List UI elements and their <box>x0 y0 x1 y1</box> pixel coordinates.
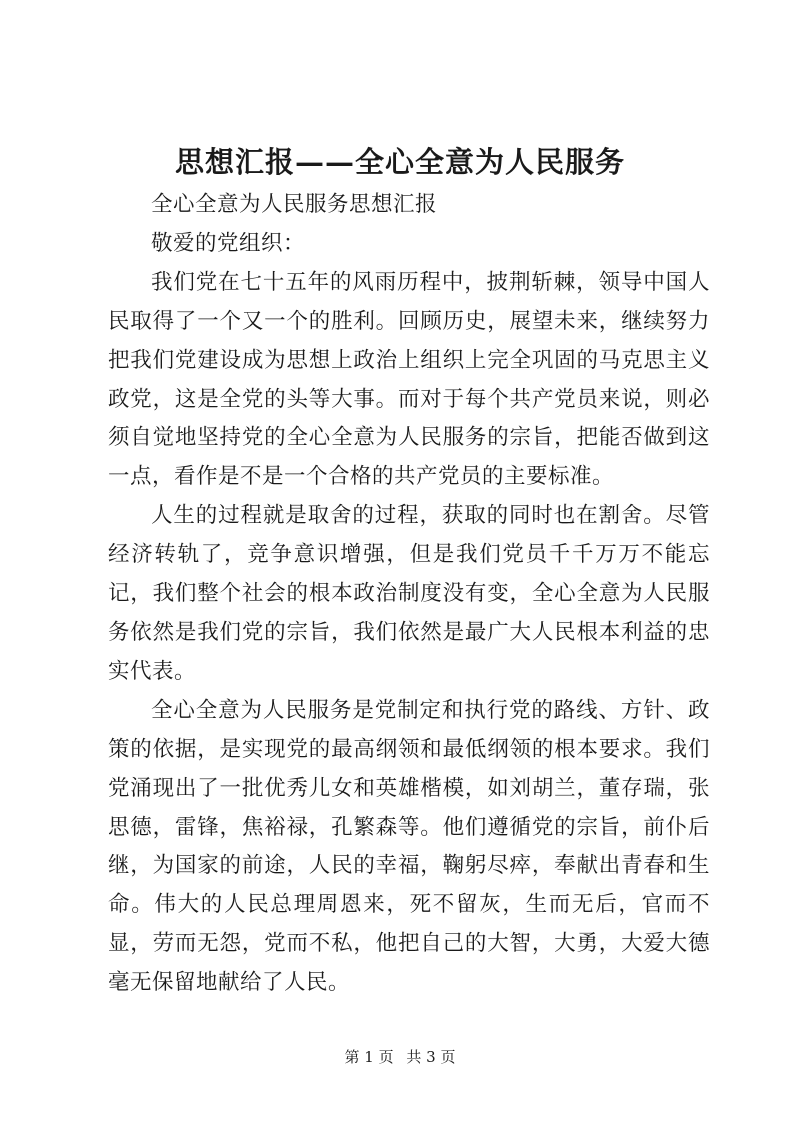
paragraph: 人生的过程就是取舍的过程，获取的同时也在割舍。尽管经济转轨了，竞争意识增强，但是我们党员千千万万不能忘记，我们整个社会的根本政治制度没有变，全心全意为人民服务依然是我们党的宗旨，我们依然是最广大人民根本利益的忠实代表。 <box>108 503 710 684</box>
paragraph: 我们党在七十五年的风雨历程中，披荆斩棘，领导中国人民取得了一个又一个的胜利。回顾历史，展望未来，继续努力把我们党建设成为思想上政治上组织上完全巩固的马克思主义政党，这是全党的头等大事。而对于每个共产党员来说，则必须自觉地坚持党的全心全意为人民服务的宗旨，把能否做到这一点，看作是不是一个合格的共产党员的主要标准。 <box>108 269 710 490</box>
document-title: 思想汇报——全心全意为人民服务 <box>174 145 625 179</box>
document-body <box>108 186 710 1003</box>
page-total: 共 3 页 <box>406 1048 456 1066</box>
paragraph: 全心全意为人民服务是党制定和执行党的路线、方针、政策的依据，是实现党的最高纲领和最低纲领的根本要求。我们党涌现出了一批优秀儿女和英雄楷模，如刘胡兰，董存瑞，张思德，雷锋，焦裕禄，孔繁森等。他们遵循党的宗旨，前仆后继，为国家的前途，人民的幸福，鞠躬尽瘁，奉献出青春和生命。伟大的人民总理周恩来，死不留灰，生而无后，官而不显，劳而无怨，党而不私，他把自己的大智，大勇，大爱大德毫无保留地献给了人民。 <box>108 697 710 996</box>
page-number: 第 1 页 <box>344 1048 394 1066</box>
document-subtitle: 全心全意为人民服务思想汇报 <box>151 192 438 217</box>
page-footer <box>0 1047 800 1067</box>
salutation: 敬爱的党组织： <box>151 230 306 256</box>
